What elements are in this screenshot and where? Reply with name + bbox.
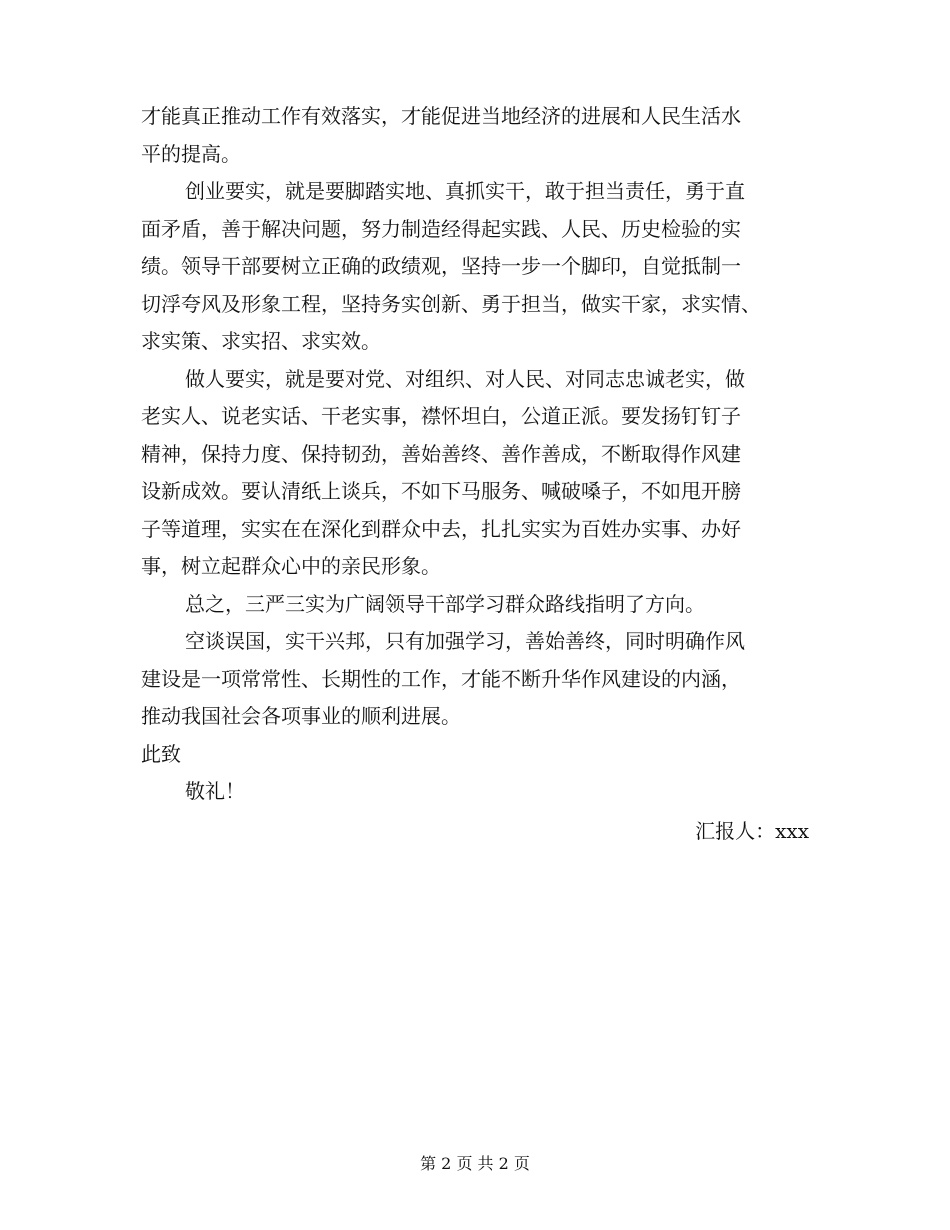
paragraph-3-line-4: 设新成效。要认清纸上谈兵，不如下马服务、喊破嗓子，不如甩开膀 <box>141 479 741 503</box>
paragraph-1-line-1: 才能真正推动工作有效落实，才能促进当地经济的进展和人民生活水 <box>141 104 741 128</box>
paragraph-2-line-1: 创业要实，就是要脚踏实地、真抓实干，敢于担当责任，勇于直 <box>185 179 745 203</box>
paragraph-3-line-2: 老实人、说老实话、干老实事，襟怀坦白，公道正派。要发扬钉钉子 <box>141 404 741 428</box>
paragraph-5-line-2: 建设是一项常常性、长期性的工作，才能不断升华作风建设的内涵， <box>141 666 741 691</box>
paragraph-2-line-4: 切浮夸风及形象工程，坚持务实创新、勇于担当，做实干家，求实情、 <box>141 291 761 316</box>
paragraph-3-line-3: 精神，保持力度、保持韧劲，善始善终、善作善成，不断取得作风建 <box>141 441 741 466</box>
signature: 汇报人：xxx <box>695 819 809 843</box>
paragraph-5-line-1: 空谈误国，实干兴邦，只有加强学习，善始善终，同时明确作风 <box>185 629 745 653</box>
paragraph-1-line-2: 平的提高。 <box>141 141 241 166</box>
page-number-footer: 第 2 页 共 2 页 <box>420 1154 530 1173</box>
paragraph-2-line-2: 面矛盾，善于解决问题，努力制造经得起实践、人民、历史检验的实 <box>141 216 741 241</box>
closing-text: 此致 <box>141 741 181 766</box>
paragraph-3-line-5: 子等道理，实实在在深化到群众中去，扎扎实实为百姓办实事、办好 <box>141 516 741 541</box>
salute-text: 敬礼！ <box>185 779 245 803</box>
paragraph-4-line-1: 总之，三严三实为广阔领导干部学习群众路线指明了方向。 <box>185 591 705 616</box>
paragraph-3-line-6: 事，树立起群众心中的亲民形象。 <box>141 554 441 578</box>
paragraph-5-line-3: 推动我国社会各项事业的顺利进展。 <box>141 704 461 728</box>
paragraph-2-line-3: 绩。领导干部要树立正确的政绩观，坚持一步一个脚印，自觉抵制一 <box>141 254 741 278</box>
paragraph-3-line-1: 做人要实，就是要对党、对组织、对人民、对同志忠诚老实，做 <box>185 366 745 391</box>
paragraph-2-line-5: 求实策、求实招、求实效。 <box>141 329 381 353</box>
document-body <box>141 98 811 811</box>
